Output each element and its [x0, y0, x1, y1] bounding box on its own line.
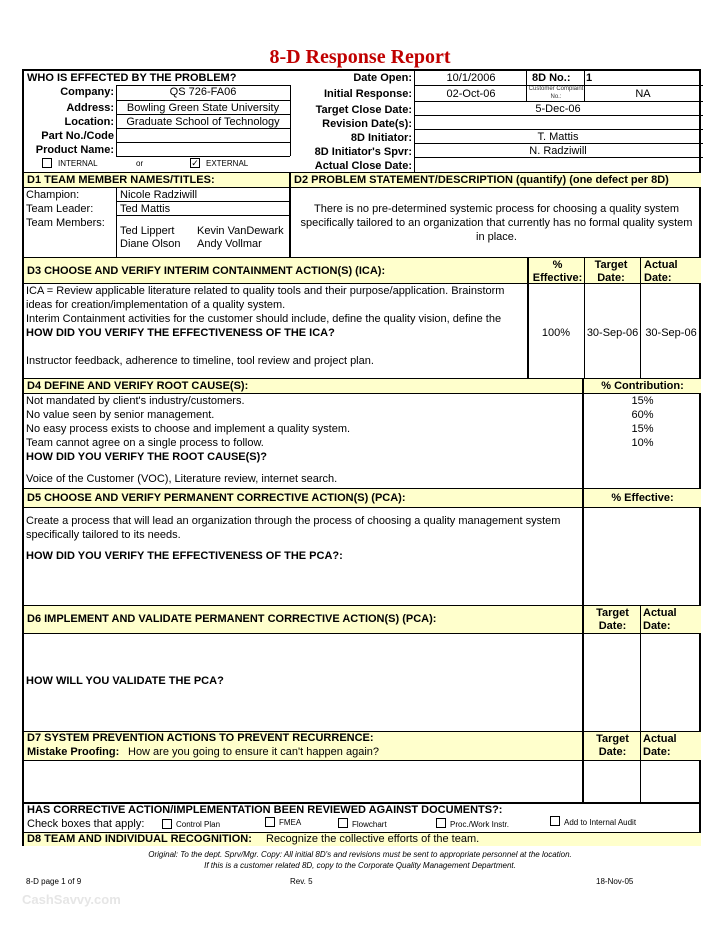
revision-number: Rev. 5 — [290, 877, 313, 886]
date-open-label: Date Open: — [353, 72, 412, 84]
team-member: Ted Lippert — [120, 225, 175, 237]
date-open-value: 10/1/2006 — [446, 72, 496, 84]
root-cause-item: Not mandated by client's industry/customers. — [26, 395, 245, 407]
eightd-no-label: 8D No.: — [532, 72, 571, 84]
d7-heading: D7 SYSTEM PREVENTION ACTIONS TO PREVENT RECURRENCE: — [27, 732, 374, 744]
team-member: Diane Olson — [120, 238, 181, 250]
review-heading: HAS CORRECTIVE ACTION/IMPLEMENTATION BEEN REVIEWED AGAINST DOCUMENTS?: — [27, 804, 503, 816]
internal-checkbox[interactable] — [42, 158, 52, 168]
root-cause-pct: 15% — [631, 395, 654, 407]
d5-line: specifically tailored to its needs. — [26, 529, 181, 541]
root-cause-pct: 15% — [631, 423, 654, 435]
address-label: Address: — [66, 102, 114, 114]
d7-actual-header: Actual Date: — [643, 733, 677, 758]
target-close-value: 5-Dec-06 — [535, 103, 581, 115]
proc-work-instr-checkbox[interactable] — [436, 818, 446, 828]
footer-date: 18-Nov-05 — [596, 877, 634, 886]
d3-verify-label: HOW DID YOU VERIFY THE EFFECTIVENESS OF THE ICA? — [26, 327, 335, 339]
d6-target-header: Target Date: — [596, 607, 629, 632]
d4-verify-text: Voice of the Customer (VOC), Literature review, internet search. — [26, 473, 338, 485]
team-member: Kevin VanDewark — [197, 225, 284, 237]
champion-value: Nicole Radziwill — [120, 189, 198, 201]
external-label: EXTERNAL — [206, 159, 249, 168]
initial-response-value: 02-Oct-06 — [446, 88, 496, 100]
target-close-label: Target Close Date: — [315, 104, 412, 116]
team-leader-label: Team Leader: — [26, 203, 94, 215]
d3-line: ideas for creation/implementation of a quality system. — [26, 299, 286, 311]
initiator-spvr-value: N. Radziwill — [529, 145, 587, 157]
team-leader-value: Ted Mattis — [120, 203, 171, 215]
watermark: CashSavvy.com — [22, 892, 121, 907]
d8-heading: D8 TEAM AND INDIVIDUAL RECOGNITION: — [27, 833, 252, 845]
champion-label: Champion: — [26, 189, 80, 201]
d3-actual-header: Actual Date: — [644, 259, 678, 284]
d2-heading: D2 PROBLEM STATEMENT/DESCRIPTION (quantify) (one defect per 8D) — [294, 174, 669, 186]
control-plan-label: Control Plan — [176, 820, 221, 829]
d3-effective-header: % Effective: — [532, 259, 583, 284]
d3-effective-value: 100% — [541, 327, 571, 339]
revision-label: Revision Date(s): — [322, 118, 412, 130]
d3-target-header: Target Date: — [594, 259, 628, 284]
d4-heading: D4 DEFINE AND VERIFY ROOT CAUSE(S): — [27, 380, 249, 392]
d5-line: Create a process that will lead an organization through the process of choosing a quality management system — [26, 515, 561, 527]
location-value: Graduate School of Technology — [126, 116, 280, 128]
proc-work-instr-label: Proc./Work Instr. — [450, 820, 509, 829]
check-boxes-label: Check boxes that apply: — [27, 818, 145, 830]
d3-line: Interim Containment activities for the customer should include, define the quality vision, define the — [26, 313, 502, 325]
d3-heading: D3 CHOOSE AND VERIFY INTERIM CONTAINMENT ACTION(S) (ICA): — [27, 265, 386, 277]
external-checkbox[interactable]: ✓ — [191, 158, 199, 168]
initiator-label: 8D Initiator: — [350, 132, 412, 144]
report-form — [22, 69, 701, 846]
d5-heading: D5 CHOOSE AND VERIFY PERMANENT CORRECTIVE ACTION(S) (PCA): — [27, 492, 406, 504]
report-title: 8-D Response Report — [269, 46, 451, 68]
d5-effective-header: % Effective: — [611, 492, 674, 504]
d7-target-header: Target Date: — [596, 733, 629, 758]
d6-actual-header: Actual Date: — [643, 607, 677, 632]
initiator-spvr-label: 8D Initiator's Spvr: — [314, 146, 412, 158]
footer-note: If this is a customer related 8D, copy to the Corporate Quality Management Department. — [204, 861, 516, 870]
d3-line: ICA = Review applicable literature related to quality tools and their purpose/application. Brainstorm — [26, 285, 505, 297]
d2-line: in place. — [476, 231, 517, 243]
footer-note: Original: To the dept. Sprv/Mgr. Copy: All initial 8D's and revisions must be sent to appropriate personnel at the location. — [148, 850, 572, 859]
d2-line: specifically tailored to an organization that currently has no formal quality system — [300, 217, 693, 229]
internal-label: INTERNAL — [58, 159, 98, 168]
team-members-label: Team Members: — [26, 217, 105, 229]
initial-response-label: Initial Response: — [323, 88, 412, 100]
page-number: 8-D page 1 of 9 — [26, 877, 82, 886]
location-label: Location: — [64, 116, 114, 128]
d5-verify-label: HOW DID YOU VERIFY THE EFFECTIVENESS OF THE PCA?: — [26, 550, 343, 562]
address-value: Bowling Green State University — [126, 102, 280, 114]
company-value: QS 726-FA06 — [169, 86, 237, 98]
product-name-label: Product Name: — [35, 144, 114, 156]
flowchart-label: Flowchart — [352, 820, 387, 829]
or-label: or — [136, 159, 144, 168]
flowchart-checkbox[interactable] — [338, 818, 348, 828]
d4-verify-label: HOW DID YOU VERIFY THE ROOT CAUSE(S)? — [26, 451, 267, 463]
d6-heading: D6 IMPLEMENT AND VALIDATE PERMANENT CORRECTIVE ACTION(S) (PCA): — [27, 613, 437, 625]
part-no-label: Part No./Code — [41, 130, 114, 142]
d6-validate-label: HOW WILL YOU VALIDATE THE PCA? — [26, 675, 224, 687]
root-cause-item: Team cannot agree on a single process to follow. — [26, 437, 264, 449]
team-member: Andy Vollmar — [197, 238, 262, 250]
customer-complaint-label: Customer Complaint No.: — [528, 86, 584, 100]
root-cause-pct: 60% — [631, 409, 654, 421]
internal-audit-checkbox[interactable] — [550, 816, 560, 826]
company-label: Company: — [60, 86, 114, 98]
actual-close-label: Actual Close Date: — [314, 160, 412, 172]
d1-heading: D1 TEAM MEMBER NAMES/TITLES: — [27, 174, 215, 186]
customer-complaint-value: NA — [635, 88, 651, 100]
control-plan-checkbox[interactable] — [162, 819, 172, 829]
mistake-proofing-text: How are you going to ensure it can't happen again? — [128, 746, 379, 758]
d3-target-value: 30-Sep-06 — [586, 327, 639, 339]
fmea-checkbox[interactable] — [265, 817, 275, 827]
root-cause-pct: 10% — [631, 437, 654, 449]
mistake-proofing-label: Mistake Proofing: — [27, 746, 120, 758]
d3-verify-text: Instructor feedback, adherence to timeline, tool review and project plan. — [26, 355, 374, 367]
d4-contribution-header: % Contribution: — [601, 380, 684, 392]
root-cause-item: No value seen by senior management. — [26, 409, 215, 421]
initiator-value: T. Mattis — [537, 131, 579, 143]
d3-actual-value: 30-Sep-06 — [645, 327, 697, 339]
d2-line: There is no pre-determined systemic process for choosing a quality system — [314, 203, 679, 215]
eightd-no-value: 1 — [586, 72, 593, 84]
internal-audit-label: Add to Internal Audit — [564, 818, 637, 827]
root-cause-item: No easy process exists to choose and implement a quality system. — [26, 423, 351, 435]
d8-text: Recognize the collective efforts of the team. — [266, 833, 480, 845]
who-affected-label: WHO IS EFFECTED BY THE PROBLEM? — [27, 72, 237, 84]
fmea-label: FMEA — [279, 818, 302, 827]
